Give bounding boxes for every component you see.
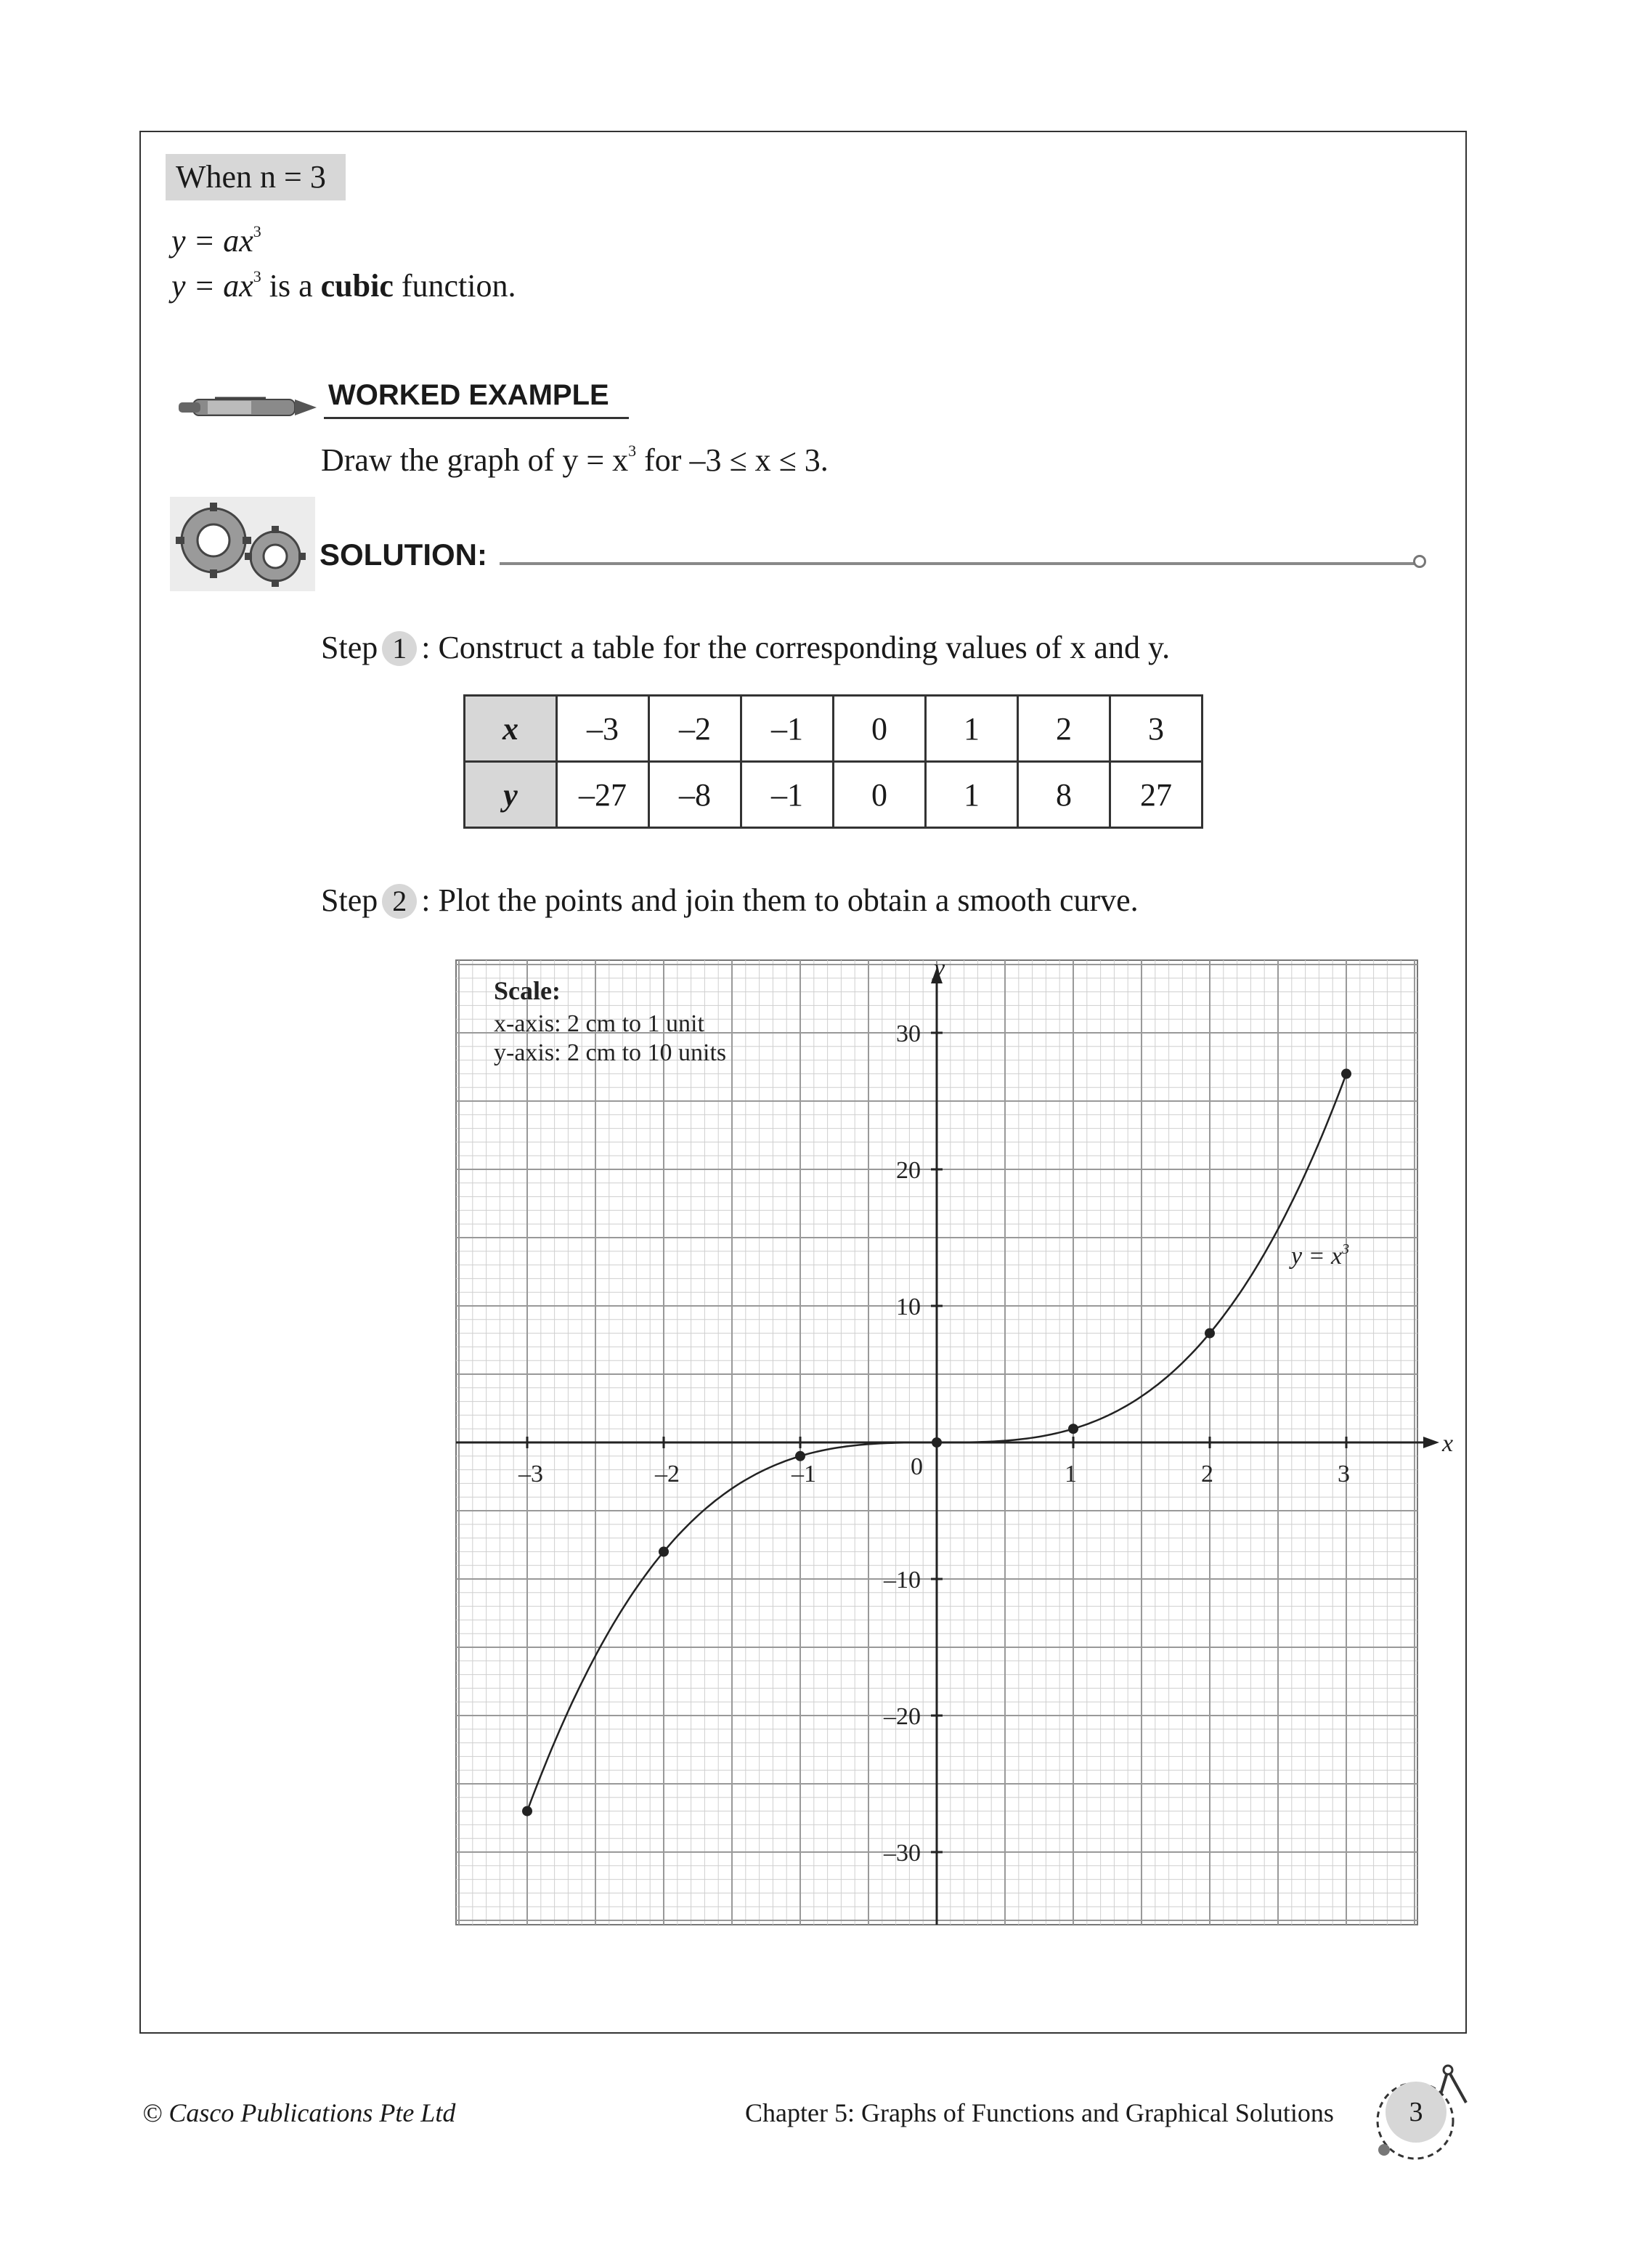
page-number: 3 — [1386, 2082, 1446, 2143]
table-cell: –1 — [741, 696, 834, 762]
y-tick-label: 10 — [896, 1294, 921, 1320]
data-point — [659, 1546, 669, 1556]
table-cell: –27 — [557, 762, 649, 828]
equation-2: y = ax — [171, 268, 253, 304]
data-point — [1068, 1424, 1078, 1434]
x-tick-label: 1 — [1065, 1461, 1077, 1487]
cubic-term: cubic — [320, 268, 394, 304]
x-axis-label: x — [1442, 1430, 1454, 1457]
table-cell: –8 — [649, 762, 741, 828]
step-2-text: : Plot the points and join them to obtain a smooth curve. — [421, 882, 1139, 918]
x-tick-label: –1 — [792, 1461, 816, 1487]
table-cell: 0 — [834, 762, 926, 828]
table-cell: 1 — [926, 762, 1018, 828]
table-header-x: x — [465, 696, 557, 762]
data-point — [1341, 1068, 1351, 1079]
y-tick-label: –20 — [884, 1703, 921, 1730]
y-tick-label: –10 — [884, 1567, 921, 1594]
copyright: © Casco Publications Pte Ltd — [142, 2098, 456, 2127]
scale-title: Scale: — [494, 976, 561, 1005]
y-axis-label: y — [934, 955, 945, 982]
data-point — [1205, 1328, 1215, 1339]
x-tick-label: 3 — [1338, 1461, 1350, 1487]
x-tick-label: –2 — [655, 1461, 680, 1487]
data-point — [522, 1806, 532, 1816]
table-cell: –3 — [557, 696, 649, 762]
worked-example-title: WORKED EXAMPLE — [328, 379, 609, 411]
y-tick-label: 20 — [896, 1157, 921, 1184]
question-suffix: for –3 ≤ x ≤ 3. — [636, 442, 829, 478]
table-cell: –1 — [741, 762, 834, 828]
x-axis-arrow — [1423, 1437, 1439, 1448]
curve-label-exponent: 3 — [1342, 1241, 1350, 1257]
table-header-y: y — [465, 762, 557, 828]
y-tick-label: 30 — [896, 1020, 921, 1047]
y-tick-label: –30 — [884, 1840, 921, 1867]
scale-y-text: y-axis: 2 cm to 10 units — [494, 1039, 727, 1066]
x-tick-label: 2 — [1201, 1461, 1213, 1487]
step-2-number: 2 — [382, 884, 417, 919]
solution-title: SOLUTION: — [320, 537, 487, 572]
equation-2-suffix: function. — [393, 268, 516, 304]
equation-2-middle: is a — [261, 268, 321, 304]
table-cell: 3 — [1110, 696, 1203, 762]
case-label: When n = 3 — [166, 154, 346, 200]
x-tick-label: –3 — [518, 1461, 543, 1487]
table-cell: 0 — [834, 696, 926, 762]
data-point — [795, 1451, 805, 1461]
step-2-word: Step — [321, 882, 378, 918]
step-1-number: 1 — [382, 631, 417, 666]
table-cell: 27 — [1110, 762, 1203, 828]
step-1-text: : Construct a table for the corresponding values of x and y. — [421, 630, 1171, 665]
table-cell: –2 — [649, 696, 741, 762]
question-exponent: 3 — [628, 442, 637, 460]
equation-1-exponent: 3 — [253, 222, 261, 240]
table-cell: 2 — [1018, 696, 1110, 762]
chapter-title: Chapter 5: Graphs of Functions and Graphical Solutions — [745, 2098, 1334, 2127]
step-1-word: Step — [321, 630, 378, 665]
table-cell: 1 — [926, 696, 1018, 762]
x-tick-label: 0 — [911, 1453, 923, 1480]
equation-1: y = ax — [171, 223, 253, 259]
table-cell: 8 — [1018, 762, 1110, 828]
scale-x-text: x-axis: 2 cm to 1 unit — [494, 1010, 704, 1037]
curve-label: $y = x^3$ — [1291, 1241, 1350, 1270]
question-prefix: Draw the graph of y = x — [321, 442, 629, 478]
data-point — [932, 1437, 942, 1448]
equation-2-exponent: 3 — [253, 267, 261, 285]
